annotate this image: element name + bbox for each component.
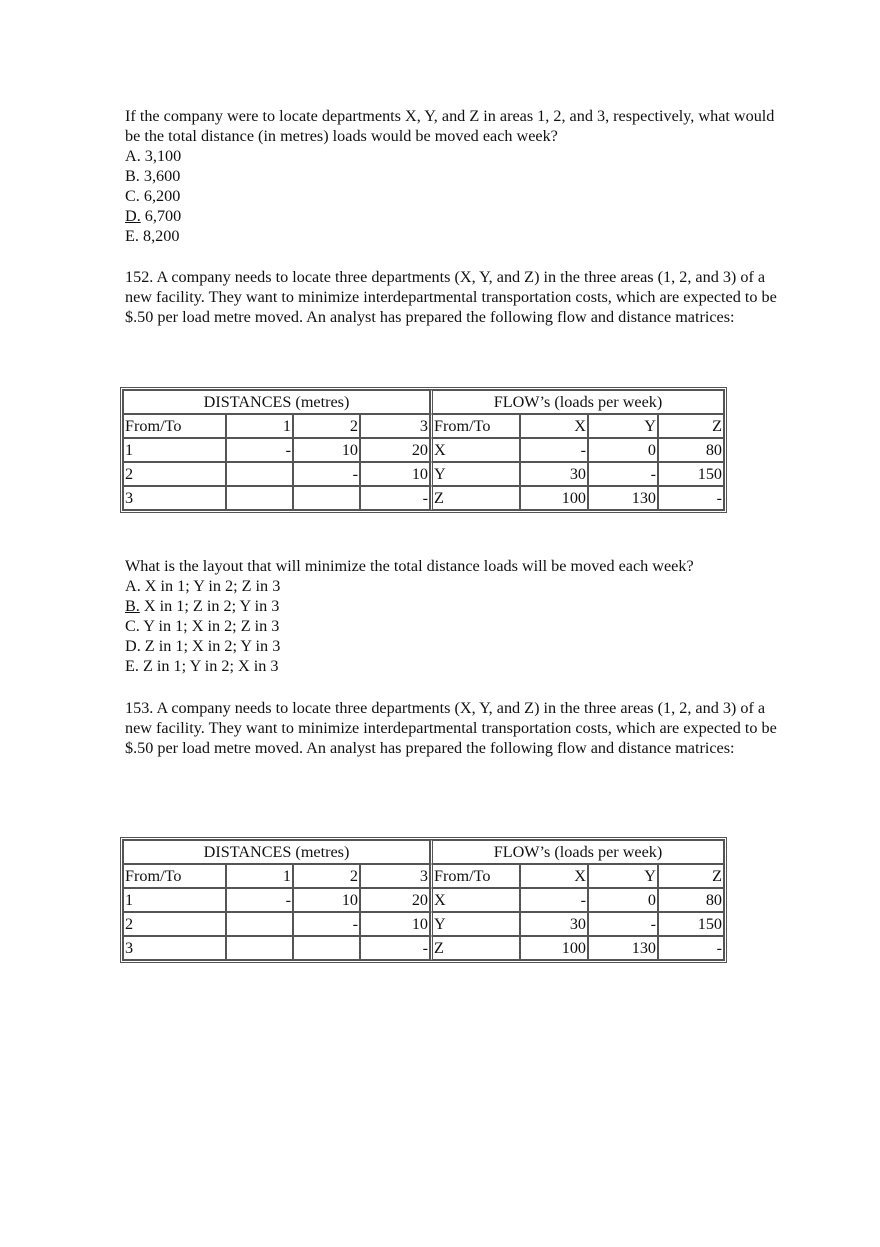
- q151-block: [125, 106, 785, 246]
- matrix-header-cell: X: [520, 864, 588, 888]
- matrix-header-cell: 2: [293, 864, 360, 888]
- answer-option: [125, 186, 785, 206]
- matrix-header-cell: X: [520, 414, 588, 438]
- matrix-header-cell: 1: [226, 414, 293, 438]
- answer-option: [125, 206, 785, 226]
- matrix-cell: 100: [520, 486, 588, 510]
- matrix-cell: [293, 486, 360, 510]
- matrix-header-cell: Z: [658, 414, 724, 438]
- matrix-cell: X: [430, 888, 520, 912]
- matrix-cell: 3: [123, 486, 226, 510]
- matrix-cell: 2: [123, 912, 226, 936]
- q152-question: What is the layout that will minimize the total distance loads will be moved each week?: [125, 557, 694, 575]
- q151-options: [125, 146, 785, 246]
- answer-option: [125, 596, 785, 616]
- option-text: Y in 1; X in 2; Z in 3: [139, 617, 280, 635]
- matrix-cell: 2: [123, 462, 226, 486]
- answer-option: [125, 166, 785, 186]
- option-text: 3,100: [140, 147, 182, 165]
- matrix-header-cell: Y: [588, 864, 658, 888]
- matrix-row: [123, 936, 724, 960]
- matrix-cell: 3: [123, 936, 226, 960]
- matrix-header-cell: From/To: [430, 864, 520, 888]
- matrix-cell: 150: [658, 462, 724, 486]
- answer-option: [125, 226, 785, 246]
- matrix-row: [123, 438, 724, 462]
- matrix-cell: -: [293, 912, 360, 936]
- matrix-cell: 10: [360, 462, 430, 486]
- matrix-header-row: [123, 864, 724, 888]
- option-letter: C.: [125, 187, 140, 205]
- matrix-cell: 0: [588, 438, 658, 462]
- matrix-cell: 10: [293, 888, 360, 912]
- option-letter: C.: [125, 617, 140, 635]
- matrix-cell: 30: [520, 912, 588, 936]
- option-letter: B.: [125, 597, 140, 615]
- matrix-cell: 0: [588, 888, 658, 912]
- matrix-header-cell: From/To: [430, 414, 520, 438]
- matrix-cell: Y: [430, 912, 520, 936]
- matrix-cell: -: [520, 888, 588, 912]
- matrix-cell: 10: [293, 438, 360, 462]
- matrix-header-cell: From/To: [123, 864, 226, 888]
- q151-stem: If the company were to locate departments X, Y, and Z in areas 1, 2, and 3, respectively, what would be the total distance (in metres) loads would be moved each week?: [125, 107, 775, 145]
- matrix-cell: -: [658, 486, 724, 510]
- matrix-row: [123, 888, 724, 912]
- option-letter: A.: [125, 147, 141, 165]
- matrix-row: [123, 462, 724, 486]
- answer-option: [125, 146, 785, 166]
- q152-stem: 152. A company needs to locate three departments (X, Y, and Z) in the three areas (1, 2, and 3) of a new facility. They want to minimize interdepartmental transportation costs, which are expected to be $.50 per load metre moved. An analyst has prepared the following flow and distance matrices:: [125, 268, 777, 326]
- matrix-row: [123, 912, 724, 936]
- matrix-cell: 20: [360, 888, 430, 912]
- option-text: X in 1; Y in 2; Z in 3: [140, 577, 281, 595]
- option-text: 8,200: [138, 227, 180, 245]
- matrix-cell: [226, 936, 293, 960]
- option-letter: D.: [125, 637, 141, 655]
- flows-title: FLOW’s (loads per week): [430, 840, 724, 864]
- flow-distance-matrix-2: [120, 837, 727, 963]
- option-letter: B.: [125, 167, 140, 185]
- matrix-cell: Z: [430, 936, 520, 960]
- matrix-cell: -: [588, 462, 658, 486]
- flows-title: FLOW’s (loads per week): [430, 390, 724, 414]
- matrix-cell: -: [360, 486, 430, 510]
- matrix-header-row: [123, 414, 724, 438]
- matrix-cell: -: [360, 936, 430, 960]
- matrix-cell: 80: [658, 438, 724, 462]
- matrix-cell: 130: [588, 486, 658, 510]
- option-text: 6,200: [139, 187, 181, 205]
- q152-options: [125, 576, 785, 676]
- distances-title: DISTANCES (metres): [123, 840, 430, 864]
- matrix-cell: [226, 462, 293, 486]
- matrix-row: [123, 486, 724, 510]
- answer-option: [125, 656, 785, 676]
- q153-block: [125, 698, 785, 758]
- answer-option: [125, 576, 785, 596]
- matrix-cell: 1: [123, 438, 226, 462]
- matrix-cell: -: [293, 462, 360, 486]
- q152-question-block: [125, 556, 785, 676]
- option-letter: A.: [125, 577, 141, 595]
- matrix-title-row: [123, 840, 724, 864]
- matrix-header-cell: Z: [658, 864, 724, 888]
- matrix-cell: 20: [360, 438, 430, 462]
- matrix-header-cell: Y: [588, 414, 658, 438]
- matrix-cell: [226, 912, 293, 936]
- matrix-cell: 30: [520, 462, 588, 486]
- matrix-header-cell: 2: [293, 414, 360, 438]
- matrix-cell: 10: [360, 912, 430, 936]
- matrix-cell: -: [588, 912, 658, 936]
- matrix-header-cell: 1: [226, 864, 293, 888]
- option-letter: D.: [125, 207, 141, 225]
- matrix-cell: 130: [588, 936, 658, 960]
- matrix-cell: -: [226, 888, 293, 912]
- matrix-cell: -: [658, 936, 724, 960]
- matrix-cell: [293, 936, 360, 960]
- option-text: 6,700: [140, 207, 182, 225]
- matrix-cell: X: [430, 438, 520, 462]
- option-letter: E.: [125, 657, 139, 675]
- matrix-cell: 100: [520, 936, 588, 960]
- matrix-cell: 150: [658, 912, 724, 936]
- matrix-cell: -: [226, 438, 293, 462]
- matrix-cell: [226, 486, 293, 510]
- matrix-cell: 1: [123, 888, 226, 912]
- option-text: Z in 1; Y in 2; X in 3: [138, 657, 279, 675]
- option-text: Z in 1; X in 2; Y in 3: [140, 637, 281, 655]
- matrix-header-cell: 3: [360, 414, 430, 438]
- matrix-header-cell: 3: [360, 864, 430, 888]
- distances-title: DISTANCES (metres): [123, 390, 430, 414]
- matrix-cell: -: [520, 438, 588, 462]
- q153-stem: 153. A company needs to locate three departments (X, Y, and Z) in the three areas (1, 2, and 3) of a new facility. They want to minimize interdepartmental transportation costs, which are expected to be $.50 per load metre moved. An analyst has prepared the following flow and distance matrices:: [125, 699, 777, 757]
- matrix-title-row: [123, 390, 724, 414]
- matrix-cell: 80: [658, 888, 724, 912]
- answer-option: [125, 616, 785, 636]
- matrix-header-cell: From/To: [123, 414, 226, 438]
- matrix-cell: Y: [430, 462, 520, 486]
- q152-block: [125, 267, 785, 327]
- option-text: X in 1; Z in 2; Y in 3: [139, 597, 280, 615]
- flow-distance-matrix-1: [120, 387, 727, 513]
- option-text: 3,600: [139, 167, 181, 185]
- option-letter: E.: [125, 227, 139, 245]
- answer-option: [125, 636, 785, 656]
- matrix-cell: Z: [430, 486, 520, 510]
